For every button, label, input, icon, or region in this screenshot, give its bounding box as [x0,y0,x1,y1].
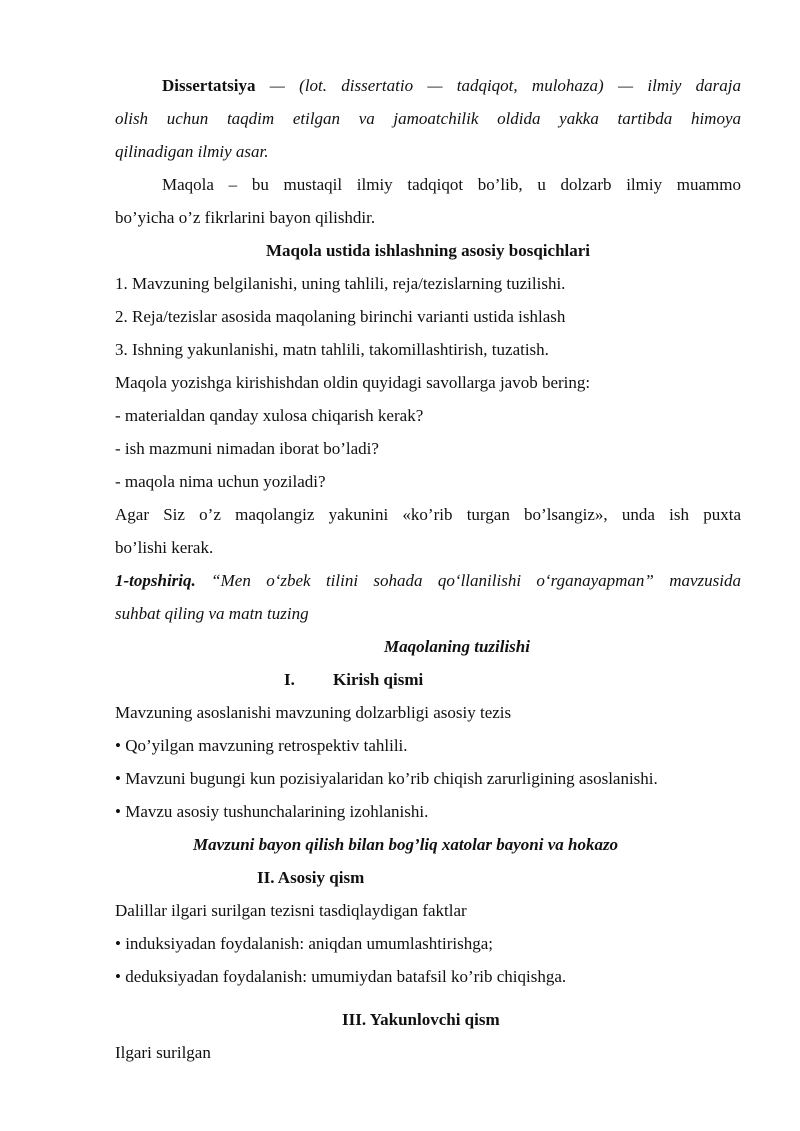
article-definition-line-1: Maqola – bu mustaqil ilmiy tadqiqot bo’lib, u dolzarb ilmiy muammo [162,175,741,194]
definition-line-3: qilinadigan ilmiy asar. [115,142,269,161]
question-item: - ish mazmuni nimadan iborat bo’ladi? [115,439,379,458]
section-3-text: Ilgari surilgan [115,1043,211,1062]
section-1-note: Mavzuni bayon qilish bilan bog’liq xatolar bayoni va hokazo [193,835,619,854]
definition-line-1 [115,75,741,97]
definition-term: Dissertatsiya [162,76,256,95]
advice-line-1: Agar Siz o’z maqolangiz yakunini «ko’rib turgan bo’lsangiz», unda ish puxta [115,505,741,524]
section-2-subtitle: Dalillar ilgari surilgan tezisni tasdiqlaydigan faktlar [115,901,467,920]
section-2-bullet: • deduksiyadan foydalanish: umumiydan batafsil ko’rib chiqishga. [115,967,567,986]
advice-line-2: bo’lishi kerak. [115,538,214,557]
section-1-bullet: • Qo’yilgan mavzuning retrospektiv tahlili. [115,736,408,755]
section-3-title: III. Yakunlovchi qism [342,1010,500,1029]
section-2-title: II. Asosiy qism [257,868,365,887]
section-1-numeral: I. [284,670,295,689]
stages-heading: Maqola ustida ishlashning asosiy bosqichlari [265,241,591,260]
task-text: “Men oʻzbek tilini sohada qoʻllanilishi oʻrganayapman” mavzusida [195,571,741,590]
section-1-bullet: • Mavzu asosiy tushunchalarining izohlanishi. [115,802,429,821]
question-item: - materialdan qanday xulosa chiqarish kerak? [115,406,424,425]
task-label: 1-topshiriq. [115,571,196,590]
task-line-1 [115,570,741,592]
stage-item: 3. Ishning yakunlanishi, matn tahlili, takomillashtirish, tuzatish. [115,340,549,359]
structure-heading: Maqolaning tuzilishi [384,637,530,656]
questions-intro: Maqola yozishga kirishishdan oldin quyidagi savollarga javob bering: [115,373,591,392]
definition-line-2: olish uchun taqdim etilgan va jamoatchilik oldida yakka tartibda himoya [115,109,741,128]
section-1-title: Kirish qismi [333,670,424,689]
task-line-2: suhbat qiling va matn tuzing [115,604,309,623]
question-item: - maqola nima uchun yoziladi? [115,472,326,491]
definition-text: — (lot. dissertatio — tadqiqot, mulohaza) — ilmiy daraja [255,76,741,95]
stage-item: 2. Reja/tezislar asosida maqolaning birinchi varianti ustida ishlash [115,307,566,326]
section-2-bullet: • induksiyadan foydalanish: aniqdan umumlashtirishga; [115,934,494,953]
section-1-subtitle: Mavzuning asoslanishi mavzuning dolzarbligi asosiy tezis [115,703,512,722]
article-definition-line-2: bo’yicha o’z fikrlarini bayon qilishdir. [115,208,376,227]
stage-item: 1. Mavzuning belgilanishi, uning tahlili, reja/tezislarning tuzilishi. [115,274,566,293]
section-1-bullet: • Mavzuni bugungi kun pozisiyalaridan ko’rib chiqish zarurligining asoslanishi. [115,769,658,788]
